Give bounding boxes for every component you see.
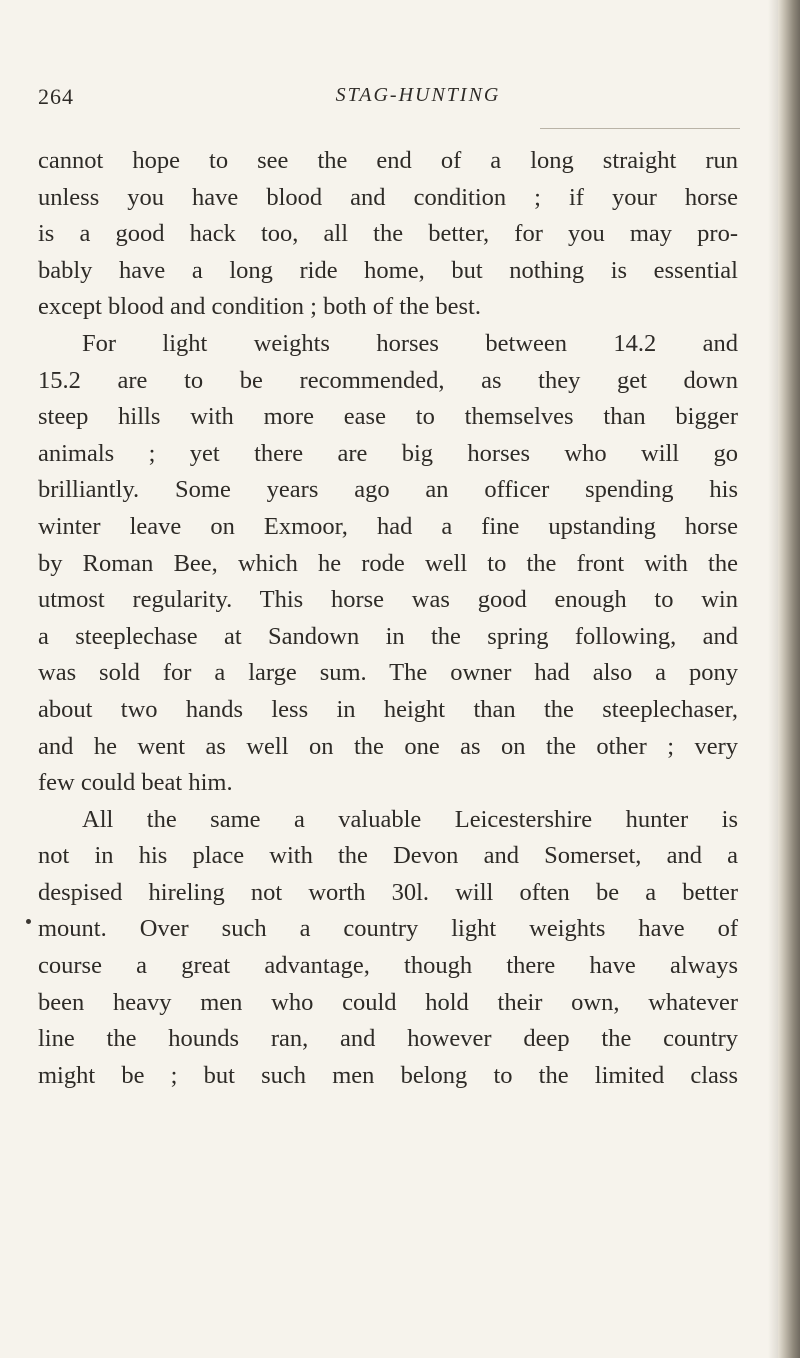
text-line: been heavy men who could hold their own, whatever xyxy=(38,988,738,1016)
text-line: despised hireling not worth 30l. will often be a better xyxy=(38,878,738,906)
text-line: utmost regularity. This horse was good enough to win xyxy=(38,586,738,614)
page-header xyxy=(38,84,738,114)
text-line: course a great advantage, though there have always xyxy=(38,952,738,980)
body-text xyxy=(38,143,738,1094)
text-line: line the hounds ran, and however deep the country xyxy=(38,1025,738,1053)
text-line: except blood and condition ; both of the best. xyxy=(38,293,481,321)
text-line: 15.2 are to be recommended, as they get down xyxy=(38,366,738,394)
running-head: STAG-HUNTING xyxy=(335,84,501,106)
text-line: bably have a long ride home, but nothing is essential xyxy=(38,256,738,284)
text-line: steep hills with more ease to themselves than bigger xyxy=(38,403,738,431)
text-line: few could beat him. xyxy=(38,769,233,797)
text-line: was sold for a large sum. The owner had also a pony xyxy=(38,659,738,687)
text-line: For light weights horses between 14.2 and xyxy=(82,329,738,357)
text-line: and he went as well on the one as on the other ; very xyxy=(38,732,738,760)
text-line: winter leave on Exmoor, had a fine upstanding horse xyxy=(38,512,738,540)
text-line: All the same a valuable Leicestershire hunter is xyxy=(82,805,738,833)
text-line: a steeplechase at Sandown in the spring following, and xyxy=(38,622,738,650)
text-line: brilliantly. Some years ago an officer spending his xyxy=(38,476,738,504)
binding-edge xyxy=(778,0,800,1358)
text-line: animals ; yet there are big horses who will go xyxy=(38,439,738,467)
header-rule xyxy=(540,128,740,129)
text-line: about two hands less in height than the steeplechaser, xyxy=(38,695,738,723)
text-line: mount. Over such a country light weights have of xyxy=(38,915,738,943)
text-line: is a good hack too, all the better, for you may pro- xyxy=(38,220,738,248)
text-line: not in his place with the Devon and Somerset, and a xyxy=(38,842,738,870)
page-shadow xyxy=(768,0,778,1358)
margin-mark xyxy=(26,919,31,924)
text-line: cannot hope to see the end of a long straight run xyxy=(38,147,738,174)
text-line: might be ; but such men belong to the limited class xyxy=(38,1061,738,1089)
page-number: 264 xyxy=(38,84,74,109)
text-line: unless you have blood and condition ; if your horse xyxy=(38,183,738,211)
text-line: by Roman Bee, which he rode well to the front with the xyxy=(38,549,738,577)
